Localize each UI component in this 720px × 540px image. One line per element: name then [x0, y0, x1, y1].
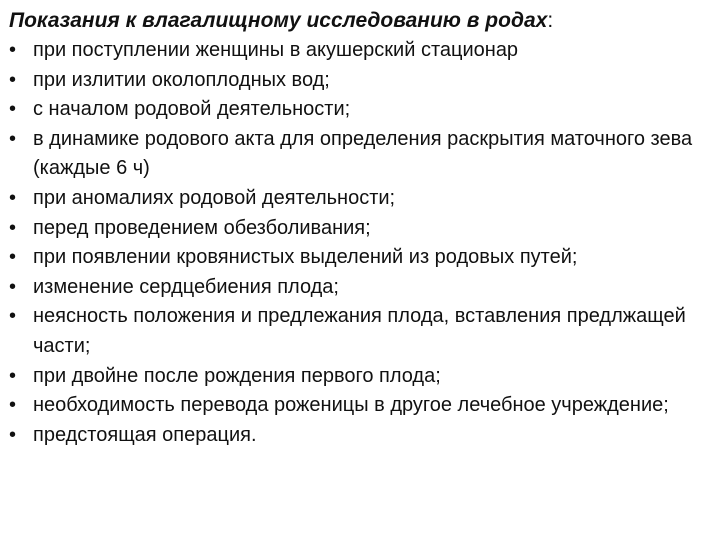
list-item-text: перед проведением обезболивания; — [33, 216, 371, 239]
bullet-icon: • — [9, 39, 17, 61]
list-item — [9, 36, 710, 66]
heading-title: Показания к влагалищному исследованию в родах — [9, 9, 548, 32]
list-item — [9, 184, 710, 214]
bullet-icon: • — [9, 364, 17, 387]
list-item-text: предстоящая операция. — [33, 423, 257, 446]
list-item-text: изменение сердцебиения плода; — [33, 275, 339, 298]
list-item — [9, 391, 710, 421]
bullet-icon: • — [9, 305, 17, 328]
bullet-icon: • — [9, 186, 17, 209]
list-item-text: с началом родовой деятельности; — [33, 98, 351, 121]
list-item-text: при двойне после рождения первого плода; — [33, 364, 441, 387]
list-item — [9, 302, 710, 361]
bullet-icon: • — [9, 127, 17, 150]
bullet-icon: • — [9, 423, 17, 446]
bullet-icon: • — [9, 216, 17, 239]
list-item — [9, 421, 710, 451]
list-item-text: при аномалиях родовой деятельности; — [33, 186, 396, 209]
list-item-text: при появлении кровянистых выделений из родовых путей; — [33, 246, 578, 269]
bullet-icon: • — [9, 246, 17, 269]
list-item — [9, 362, 710, 392]
bullet-icon: • — [9, 394, 17, 417]
bullet-icon: • — [9, 68, 17, 91]
list-item — [9, 125, 710, 184]
slide-heading — [9, 6, 710, 36]
list-item — [9, 243, 710, 273]
list-item-text: при поступлении женщины в акушерский стационар — [33, 39, 519, 61]
bullet-icon: • — [9, 98, 17, 121]
list-item — [9, 95, 710, 125]
list-item-text: при излитии околоплодных вод; — [33, 68, 330, 91]
heading-colon: : — [547, 9, 554, 32]
list-item-text: неясность положения и предлежания плода, вставления предлжащей части; — [33, 305, 686, 357]
list-item-text: в динамике родового акта для определения раскрытия маточного зева (каждые 6 ч) — [33, 127, 693, 180]
list-item — [9, 273, 710, 303]
list-item — [9, 66, 710, 96]
bullet-icon: • — [9, 275, 17, 298]
list-item — [9, 214, 710, 244]
list-item-text: необходимость перевода роженицы в другое лечебное учреждение; — [33, 394, 669, 417]
indications-list — [9, 36, 710, 450]
